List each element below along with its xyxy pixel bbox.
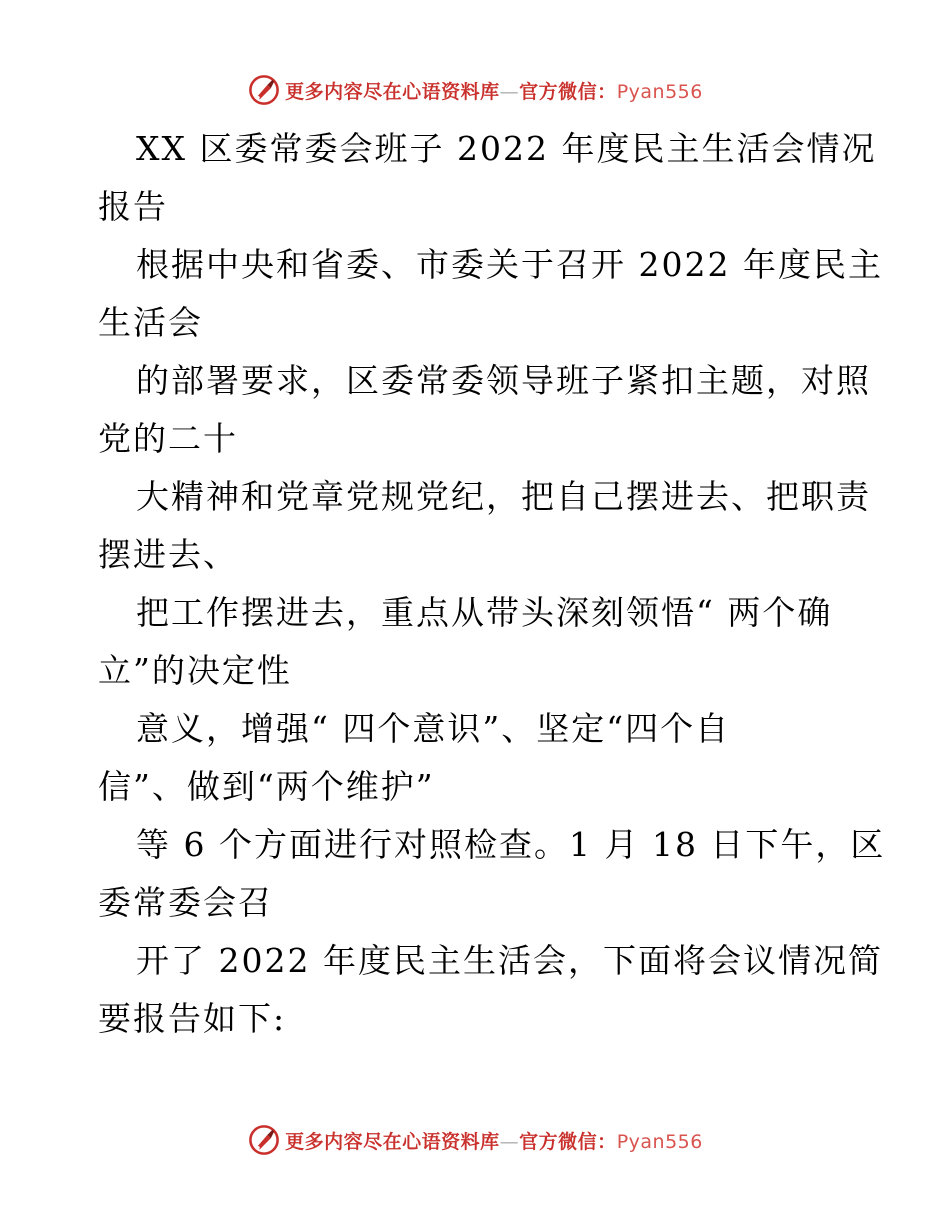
text-line: 生活会: [98, 303, 203, 342]
banner-link[interactable]: [247, 1123, 703, 1157]
banner-dash: —: [499, 1130, 520, 1153]
text-line: 立”的决定性: [98, 651, 292, 690]
banner-dash: —: [499, 80, 520, 103]
text-line: 信”、做到“两个维护”: [98, 767, 435, 806]
text-line: 的部署要求，区委常委领导班子紧扣主题，对照: [136, 361, 871, 400]
text-line: 党的二十: [98, 419, 238, 458]
header-banner: [0, 70, 950, 110]
text-line: 等 6 个方面进行对照检查。1 月 18 日下午，区: [136, 825, 886, 864]
text-line: 摆进去、: [98, 535, 238, 574]
pen-nib-logo-icon: [247, 1123, 281, 1157]
footer-banner: [0, 1120, 950, 1160]
text-line: 委常委会召: [98, 883, 273, 922]
text-line: 大精神和党章党规党纪，把自己摆进去、把职责: [136, 477, 871, 516]
text-line: 报告: [98, 187, 168, 226]
banner-site-name: 更多内容尽在心语资料库: [285, 1130, 500, 1153]
text-line: 开了 2022 年度民主生活会，下面将会议情况简: [136, 941, 883, 980]
banner-text: [285, 1127, 703, 1154]
banner-link[interactable]: [247, 73, 703, 107]
document-body: [98, 120, 886, 1048]
pen-nib-logo-icon: [247, 73, 281, 107]
banner-account: Pyan556: [616, 1130, 703, 1153]
text-line: XX 区委常委会班子 2022 年度民主生活会情况: [136, 129, 877, 168]
banner-wechat-label: 官方微信：: [519, 80, 617, 103]
text-line: 要报告如下:: [98, 999, 287, 1038]
text-line: 把工作摆进去，重点从带头深刻领悟“ 两个确: [136, 593, 833, 632]
banner-account: Pyan556: [616, 80, 703, 103]
text-line: 意义，增强“ 四个意识”、坚定“四个自: [136, 709, 731, 748]
text-line: 根据中央和省委、市委关于召开 2022 年度民主: [136, 245, 883, 284]
banner-text: [285, 77, 703, 104]
banner-site-name: 更多内容尽在心语资料库: [285, 80, 500, 103]
banner-wechat-label: 官方微信：: [519, 1130, 617, 1153]
